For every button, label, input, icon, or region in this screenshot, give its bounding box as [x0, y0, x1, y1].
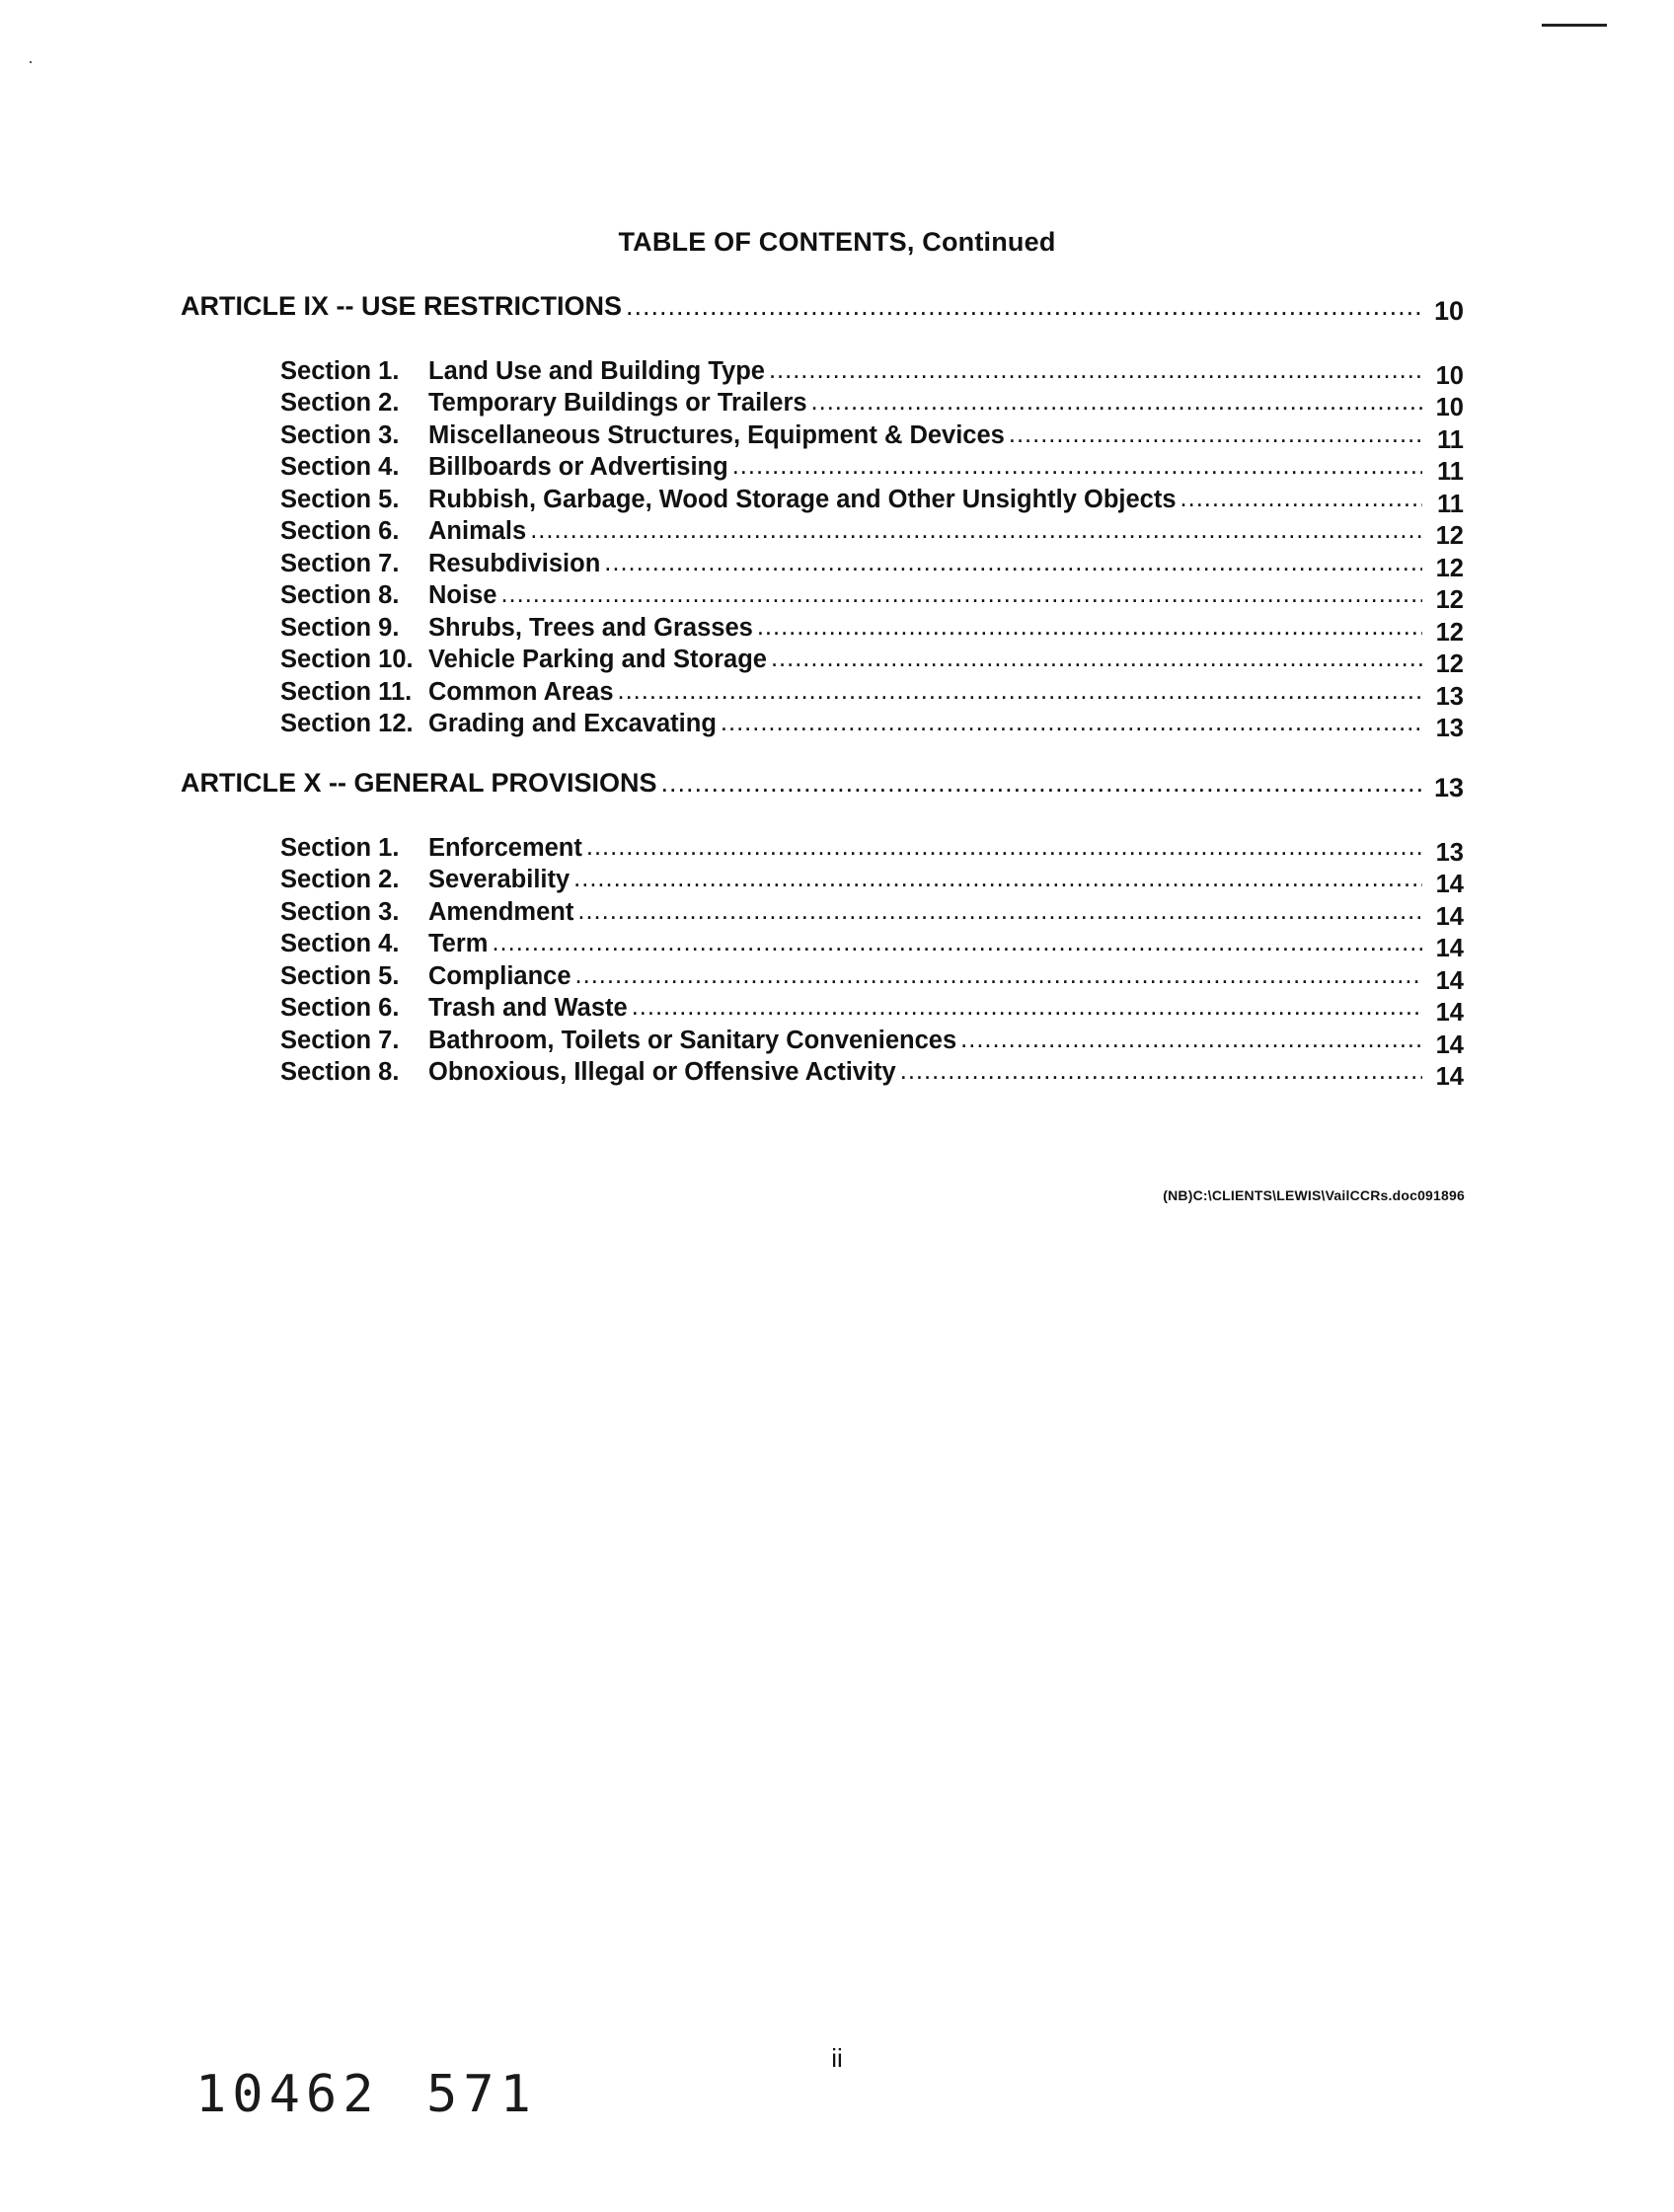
section-title: Trash and Waste — [428, 994, 628, 1022]
dot-leader — [960, 1023, 1422, 1048]
toc-entry — [280, 674, 1464, 706]
toc-entry — [280, 450, 1464, 482]
toc-entry — [280, 482, 1464, 513]
section-title: Severability — [428, 866, 571, 893]
section-number: Section 4. — [280, 930, 400, 957]
dot-leader — [811, 386, 1422, 412]
dot-leader — [575, 958, 1422, 984]
section-page-number: 14 — [1435, 935, 1464, 958]
scan-speck — [30, 61, 32, 63]
section-title: Noise — [428, 581, 497, 609]
section-title: Vehicle Parking and Storage — [428, 646, 767, 673]
section-number: Section 8. — [280, 1058, 400, 1086]
dot-leader — [721, 707, 1422, 732]
dot-leader — [618, 674, 1422, 700]
scan-corner-mark — [1542, 24, 1607, 27]
toc-entry — [280, 418, 1464, 449]
toc-entry — [280, 1055, 1464, 1087]
article-heading-row — [181, 288, 1464, 322]
article-heading: ARTICLE IX -- USE RESTRICTIONS — [181, 291, 623, 321]
toc-entry — [280, 1023, 1464, 1054]
section-number: Section 5. — [280, 961, 400, 990]
section-title: Land Use and Building Type — [428, 356, 765, 385]
section-page-number: 12 — [1435, 586, 1464, 610]
dot-leader — [530, 514, 1422, 540]
dot-leader — [604, 546, 1422, 572]
dot-leader — [771, 643, 1422, 668]
file-path-footer: (NB)C:\CLIENTS\LEWIS\VailCCRs.doc091896 — [1163, 1187, 1465, 1203]
section-title: Grading and Excavating — [428, 710, 717, 737]
dot-leader — [573, 863, 1422, 888]
toc-entry — [280, 830, 1464, 862]
dot-leader — [1009, 418, 1422, 443]
section-number: Section 3. — [280, 420, 400, 449]
article-heading-row — [181, 765, 1464, 799]
section-title: Bathroom, Toilets or Sanitary Conveniences — [428, 1026, 957, 1054]
toc-entry — [280, 894, 1464, 926]
section-page-number: 14 — [1435, 902, 1464, 926]
section-number: Section 6. — [280, 994, 400, 1022]
section-page-number: 14 — [1435, 999, 1464, 1023]
toc-entry — [280, 991, 1464, 1023]
section-title: Enforcement — [428, 833, 582, 862]
section-title: Animals — [428, 517, 527, 545]
section-page-number: 14 — [1435, 1063, 1464, 1087]
section-title: Term — [428, 930, 489, 957]
section-number: Section 5. — [280, 485, 400, 513]
section-number: Section 8. — [280, 581, 400, 609]
section-number: Section 4. — [280, 453, 400, 481]
recording-page-number: 571 — [426, 2065, 537, 2124]
section-number: Section 9. — [280, 613, 400, 642]
toc-entry — [280, 578, 1464, 610]
section-number: Section 11. — [280, 677, 413, 706]
section-page-number: 13 — [1435, 715, 1464, 738]
recording-book-number: 10462 — [195, 2065, 380, 2124]
toc-entry — [280, 958, 1464, 990]
toc-entry — [280, 514, 1464, 546]
section-number: Section 7. — [280, 1026, 400, 1054]
section-page-number: 12 — [1435, 522, 1464, 546]
section-page-number: 14 — [1435, 966, 1464, 990]
toc-entry — [280, 610, 1464, 642]
section-page-number: 10 — [1435, 361, 1464, 385]
dot-leader — [577, 894, 1422, 920]
section-title: Resubdivision — [428, 549, 601, 577]
page-title: TABLE OF CONTENTS, Continued — [618, 227, 1056, 257]
article-page-number: 13 — [1433, 773, 1464, 799]
dot-leader — [1180, 482, 1422, 507]
dot-leader — [632, 991, 1422, 1017]
dot-leader — [500, 578, 1422, 604]
section-number: Section 6. — [280, 517, 400, 545]
section-title: Amendment — [428, 897, 574, 926]
section-number: Section 1. — [280, 833, 400, 862]
toc-entry — [280, 643, 1464, 674]
section-title: Common Areas — [428, 677, 614, 706]
dot-leader — [757, 610, 1422, 636]
section-number: Section 3. — [280, 897, 400, 926]
dot-leader — [492, 927, 1422, 953]
section-page-number: 11 — [1437, 490, 1464, 513]
article-heading: ARTICLE X -- GENERAL PROVISIONS — [181, 768, 657, 798]
section-title: Miscellaneous Structures, Equipment & Devices — [428, 420, 1005, 449]
section-number: Section 12. — [280, 710, 414, 737]
section-number: Section 10. — [280, 646, 414, 673]
section-title: Rubbish, Garbage, Wood Storage and Other Unsightly Objects — [428, 485, 1177, 513]
toc-entry — [280, 863, 1464, 894]
section-number: Section 7. — [280, 549, 400, 577]
toc-entry — [280, 927, 1464, 958]
article-page-number: 10 — [1433, 296, 1464, 322]
toc-entry — [280, 546, 1464, 577]
section-page-number: 11 — [1437, 458, 1464, 482]
toc-entry — [280, 386, 1464, 418]
toc-entry — [280, 353, 1464, 385]
section-number: Section 2. — [280, 389, 400, 417]
section-title: Obnoxious, Illegal or Offensive Activity — [428, 1058, 896, 1086]
section-number: Section 1. — [280, 356, 400, 385]
section-number: Section 2. — [280, 866, 400, 893]
section-page-number: 12 — [1435, 618, 1464, 642]
section-title: Billboards or Advertising — [428, 453, 728, 481]
section-title: Shrubs, Trees and Grasses — [428, 613, 753, 642]
toc-entry — [280, 707, 1464, 738]
dot-leader — [586, 830, 1422, 856]
section-page-number: 11 — [1437, 425, 1464, 449]
page-number: ii — [831, 2043, 843, 2073]
dot-leader — [900, 1055, 1422, 1081]
section-title: Temporary Buildings or Trailers — [428, 389, 807, 417]
section-page-number: 13 — [1435, 682, 1464, 706]
dot-leader — [626, 288, 1422, 315]
section-page-number: 12 — [1435, 554, 1464, 577]
section-page-number: 14 — [1435, 871, 1464, 894]
dot-leader — [661, 765, 1422, 792]
section-title: Compliance — [428, 961, 571, 990]
dot-leader — [732, 450, 1422, 476]
section-page-number: 12 — [1435, 650, 1464, 674]
section-page-number: 10 — [1435, 394, 1464, 418]
section-page-number: 14 — [1435, 1030, 1464, 1054]
dot-leader — [769, 353, 1422, 379]
section-page-number: 13 — [1435, 838, 1464, 862]
